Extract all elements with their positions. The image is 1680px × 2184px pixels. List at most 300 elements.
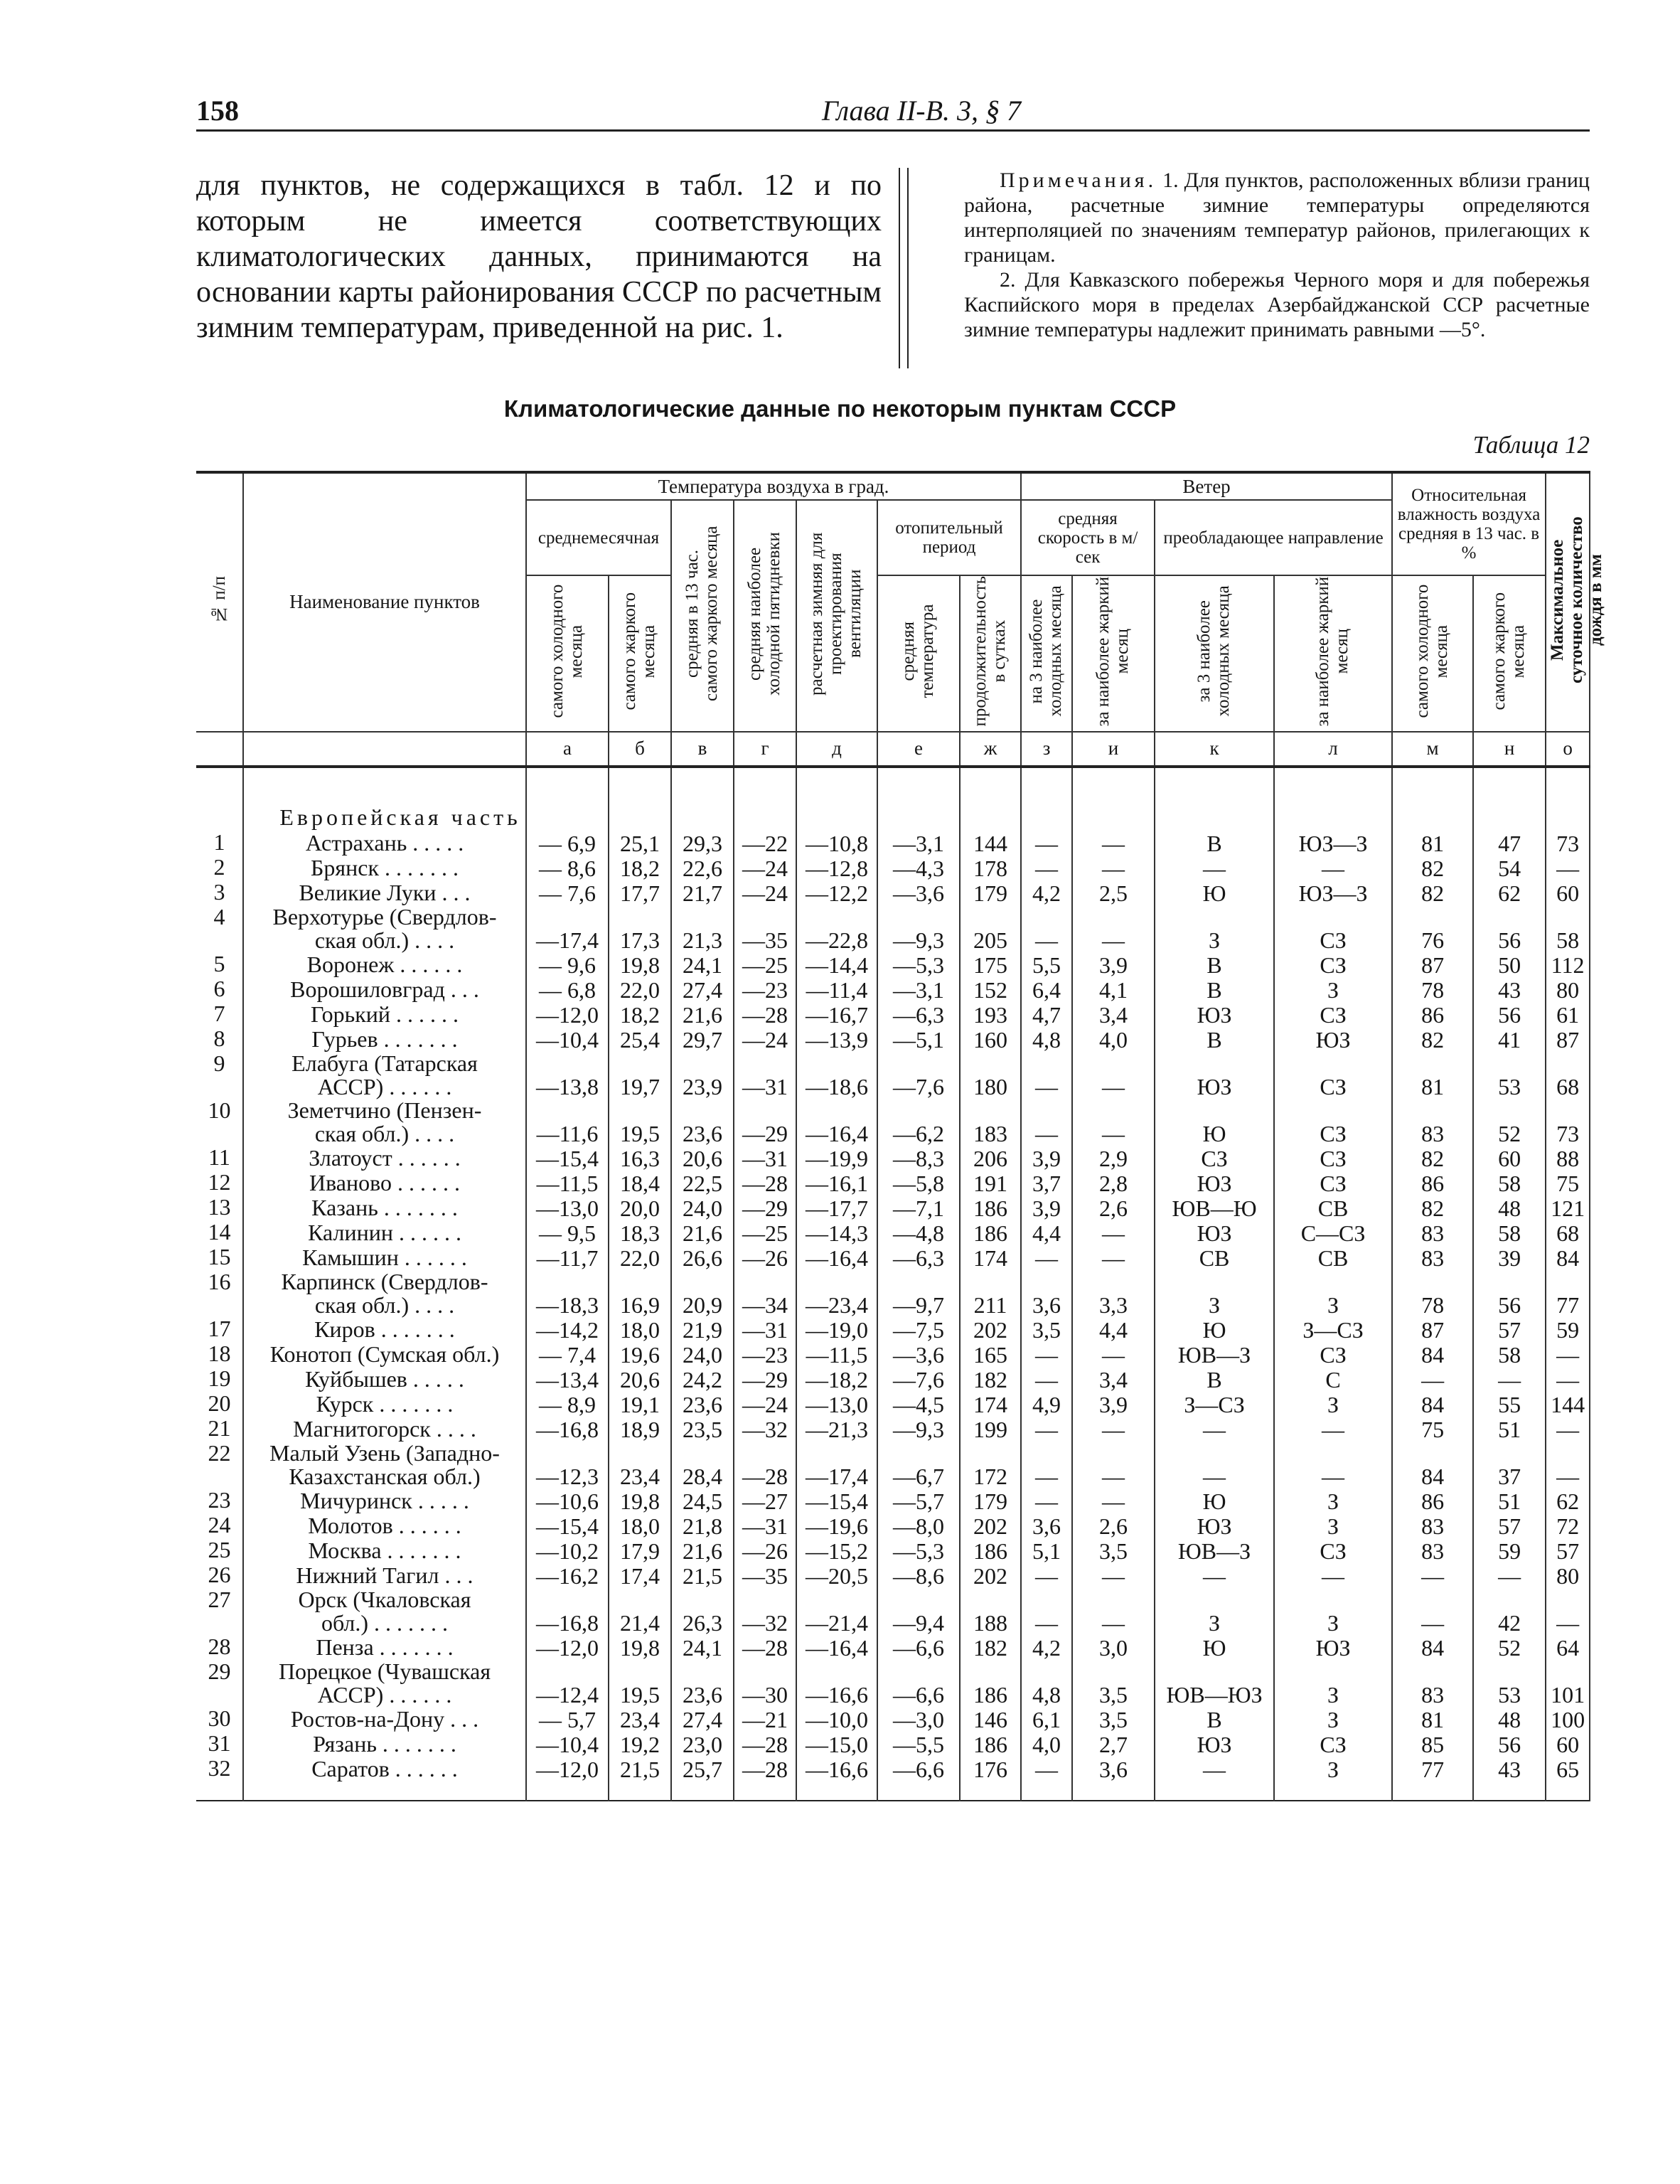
cell-е: —9,4 [877, 1588, 960, 1635]
cell-д: —14,3 [796, 1220, 877, 1245]
cell-д: —16,4 [796, 1635, 877, 1660]
cell-к: З—СЗ [1155, 1392, 1274, 1417]
table-row [196, 1417, 1590, 1442]
cell-б: 25,1 [609, 831, 671, 856]
cell-з: — [1021, 1442, 1072, 1488]
cell-а: —15,4 [526, 1513, 609, 1538]
cell-б: 21,5 [609, 1757, 671, 1781]
row-number: 3 [196, 880, 243, 905]
cell-д: —13,9 [796, 1027, 877, 1052]
cell-и: 2,5 [1072, 880, 1155, 905]
cell-и: 4,4 [1072, 1317, 1155, 1342]
cell-н: 50 [1473, 952, 1546, 977]
cell-в: 23,6 [671, 1099, 734, 1146]
cell-к: З [1155, 905, 1274, 952]
table-row [196, 1270, 1590, 1317]
row-name [243, 1392, 526, 1417]
row-name [243, 1538, 526, 1563]
cell-е: —7,1 [877, 1195, 960, 1220]
cell-м: 77 [1392, 1757, 1473, 1781]
row-name [243, 1563, 526, 1588]
cell-г: —23 [734, 977, 796, 1002]
row-name [243, 1707, 526, 1732]
row-number: 27 [196, 1588, 243, 1635]
cell-з: 3,7 [1021, 1171, 1072, 1195]
cell-з: 3,9 [1021, 1195, 1072, 1220]
cell-л: СВ [1274, 1245, 1392, 1270]
cell-е: —4,5 [877, 1392, 960, 1417]
cell-е: —5,5 [877, 1732, 960, 1757]
cell-и: — [1072, 905, 1155, 952]
cell-д: —18,2 [796, 1367, 877, 1392]
cell-ж: 180 [960, 1052, 1021, 1099]
cell-м: — [1392, 1563, 1473, 1588]
cell-и: 3,5 [1072, 1660, 1155, 1707]
col-n-header: самого жаркого месяца [1473, 575, 1546, 732]
cell-ж: 182 [960, 1367, 1021, 1392]
cell-д: —17,7 [796, 1195, 877, 1220]
cell-и: 3,4 [1072, 1002, 1155, 1027]
cell-в: 20,9 [671, 1270, 734, 1317]
cell-б: 20,0 [609, 1195, 671, 1220]
cell-о: 68 [1546, 1220, 1590, 1245]
row-name [243, 952, 526, 977]
cell-м: 86 [1392, 1171, 1473, 1195]
cell-г: —24 [734, 880, 796, 905]
cell-г: —29 [734, 1099, 796, 1146]
table-body [196, 767, 1590, 1801]
table-row [196, 880, 1590, 905]
cell-з: 4,2 [1021, 880, 1072, 905]
cell-е: —4,3 [877, 856, 960, 880]
cell-о: 112 [1546, 952, 1590, 977]
cell-з: 4,7 [1021, 1002, 1072, 1027]
cell-о: 62 [1546, 1488, 1590, 1513]
cell-л: З [1274, 1392, 1392, 1417]
cell-а: —12,3 [526, 1442, 609, 1488]
cell-д: —11,5 [796, 1342, 877, 1367]
cell-б: 19,1 [609, 1392, 671, 1417]
cell-о: 73 [1546, 1099, 1590, 1146]
table-row [196, 1392, 1590, 1417]
row-number: 19 [196, 1367, 243, 1392]
column-divider [899, 168, 909, 368]
cell-г: —32 [734, 1417, 796, 1442]
cell-а: — 8,9 [526, 1392, 609, 1417]
cell-и: — [1072, 1245, 1155, 1270]
cell-к: ЮЗ [1155, 1732, 1274, 1757]
row-name-line: Конотоп (Сумская обл.) [269, 1341, 500, 1367]
cell-а: —12,0 [526, 1757, 609, 1781]
cell-д: —12,2 [796, 880, 877, 905]
cell-н: — [1473, 1563, 1546, 1588]
cell-в: 25,7 [671, 1757, 734, 1781]
cell-л: СЗ [1274, 1146, 1392, 1171]
row-number: 32 [196, 1757, 243, 1781]
row-name [243, 1439, 526, 1489]
cell-з: — [1021, 856, 1072, 880]
table-row [196, 1027, 1590, 1052]
cell-о: 121 [1546, 1195, 1590, 1220]
cell-д: —19,0 [796, 1317, 877, 1342]
cell-ж: 165 [960, 1342, 1021, 1367]
cell-к: — [1155, 856, 1274, 880]
row-name [243, 1171, 526, 1195]
cell-н: 48 [1473, 1707, 1546, 1732]
cell-о: 60 [1546, 880, 1590, 905]
cell-о: 84 [1546, 1245, 1590, 1270]
cell-о: — [1546, 1367, 1590, 1392]
cell-ж: 174 [960, 1245, 1021, 1270]
cell-в: 20,6 [671, 1146, 734, 1171]
row-name [243, 977, 526, 1002]
cell-з: 5,1 [1021, 1538, 1072, 1563]
cell-д: —15,2 [796, 1538, 877, 1563]
cell-и: — [1072, 1342, 1155, 1367]
notes-lead: Примечания. [1000, 169, 1157, 192]
cell-и: — [1072, 1442, 1155, 1488]
cell-м: 78 [1392, 977, 1473, 1002]
avg-speed-header: средняя скорость в м/сек [1021, 500, 1155, 575]
cell-б: 17,3 [609, 905, 671, 952]
cell-а: —11,7 [526, 1245, 609, 1270]
cell-д: —19,9 [796, 1146, 877, 1171]
row-name [243, 1757, 526, 1781]
column-letters-row [196, 732, 1590, 767]
cell-г: —27 [734, 1488, 796, 1513]
table-row [196, 1563, 1590, 1588]
cell-г: —35 [734, 905, 796, 952]
cell-л: СЗ [1274, 1171, 1392, 1195]
cell-б: 19,2 [609, 1732, 671, 1757]
row-name [243, 1417, 526, 1442]
row-name-line: Рязань . . . . . . . [313, 1730, 456, 1757]
row-name-line: Куйбышев . . . . . [305, 1365, 464, 1392]
row-number: 18 [196, 1342, 243, 1367]
cell-ж: 146 [960, 1707, 1021, 1732]
cell-ж: 186 [960, 1732, 1021, 1757]
cell-и: — [1072, 1417, 1155, 1442]
section-title: Европейская часть [243, 778, 526, 831]
cell-н: 41 [1473, 1027, 1546, 1052]
cell-г: —30 [734, 1660, 796, 1707]
cell-е: —9,3 [877, 905, 960, 952]
cell-а: — 5,7 [526, 1707, 609, 1732]
cell-г: —31 [734, 1052, 796, 1099]
cell-н: 53 [1473, 1052, 1546, 1099]
cell-а: —10,4 [526, 1027, 609, 1052]
row-name [243, 856, 526, 880]
cell-в: 27,4 [671, 1707, 734, 1732]
cell-ж: 211 [960, 1270, 1021, 1317]
row-number: 2 [196, 856, 243, 880]
cell-о: 59 [1546, 1317, 1590, 1342]
cell-д: —20,5 [796, 1563, 877, 1588]
cell-и: 3,9 [1072, 952, 1155, 977]
cell-н: 39 [1473, 1245, 1546, 1270]
cell-л: ЮЗ [1274, 1027, 1392, 1052]
cell-з: — [1021, 1342, 1072, 1367]
cell-д: —16,1 [796, 1171, 877, 1195]
cell-к: В [1155, 977, 1274, 1002]
cell-е: —3,6 [877, 1342, 960, 1367]
section-row [196, 778, 1590, 831]
cell-ж: 202 [960, 1563, 1021, 1588]
row-name-line: Земетчино (Пензен- [287, 1097, 482, 1123]
cell-а: — 6,8 [526, 977, 609, 1002]
cell-е: —6,2 [877, 1099, 960, 1146]
cell-л: З [1274, 1513, 1392, 1538]
cell-б: 21,4 [609, 1588, 671, 1635]
cell-о: 72 [1546, 1513, 1590, 1538]
cell-б: 18,9 [609, 1417, 671, 1442]
cell-в: 21,6 [671, 1538, 734, 1563]
cell-к: В [1155, 831, 1274, 856]
row-name-line: Иваново . . . . . . [309, 1169, 460, 1195]
cell-ж: 179 [960, 880, 1021, 905]
cell-о: — [1546, 1588, 1590, 1635]
row-name-line: Воронеж . . . . . . [306, 951, 463, 977]
cell-в: 28,4 [671, 1442, 734, 1488]
cell-о: 75 [1546, 1171, 1590, 1195]
cell-в: 23,9 [671, 1052, 734, 1099]
row-name-line: ская обл.) . . . . [314, 1120, 455, 1146]
cell-з: — [1021, 1488, 1072, 1513]
cell-з: — [1021, 1417, 1072, 1442]
cell-г: —23 [734, 1342, 796, 1367]
cell-в: 21,9 [671, 1317, 734, 1342]
row-number: 28 [196, 1635, 243, 1660]
wind-header: Ветер [1021, 472, 1392, 500]
cell-в: 21,8 [671, 1513, 734, 1538]
row-name-line: Нижний Тагил . . . [296, 1562, 473, 1588]
cell-в: 24,0 [671, 1195, 734, 1220]
col-g-header: средняя наиболее холодной пятидневки [734, 500, 796, 732]
cell-з: — [1021, 905, 1072, 952]
cell-е: —4,8 [877, 1220, 960, 1245]
cell-м: 84 [1392, 1392, 1473, 1417]
cell-з: 4,0 [1021, 1732, 1072, 1757]
cell-л: ЮЗ—З [1274, 831, 1392, 856]
cell-о: 73 [1546, 831, 1590, 856]
letter-n: н [1473, 732, 1546, 767]
table-row [196, 1052, 1590, 1099]
cell-в: 29,7 [671, 1027, 734, 1052]
cell-б: 19,5 [609, 1660, 671, 1707]
cell-е: —5,1 [877, 1027, 960, 1052]
cell-к: СЗ [1155, 1146, 1274, 1171]
cell-ж: 179 [960, 1488, 1021, 1513]
cell-л: З [1274, 977, 1392, 1002]
header-rule [196, 129, 1590, 132]
cell-и: — [1072, 1588, 1155, 1635]
cell-о: 65 [1546, 1757, 1590, 1781]
cell-м: 81 [1392, 831, 1473, 856]
cell-и: — [1072, 1099, 1155, 1146]
cell-ж: 186 [960, 1660, 1021, 1707]
cell-л: З [1274, 1270, 1392, 1317]
letter-d: д [796, 732, 877, 767]
table-row [196, 1538, 1590, 1563]
cell-и: 3,5 [1072, 1707, 1155, 1732]
letter-a: а [526, 732, 609, 767]
note-1 [964, 168, 1590, 267]
cell-а: — 9,5 [526, 1220, 609, 1245]
cell-н: 51 [1473, 1488, 1546, 1513]
cell-н: 52 [1473, 1099, 1546, 1146]
cell-о: 68 [1546, 1052, 1590, 1099]
cell-м: 84 [1392, 1635, 1473, 1660]
cell-д: —17,4 [796, 1442, 877, 1488]
cell-ж: 175 [960, 952, 1021, 977]
row-number: 15 [196, 1245, 243, 1270]
max-rain-header: Максимальное суточное количество дождя в мм [1546, 472, 1590, 732]
cell-о: 101 [1546, 1660, 1590, 1707]
cell-б: 19,5 [609, 1099, 671, 1146]
cell-б: 17,7 [609, 880, 671, 905]
prevailing-header: преобладающее направление [1155, 500, 1392, 575]
heating-period-header: отопительный период [877, 500, 1021, 575]
row-name-line: Ростов-на-Дону . . . [290, 1705, 479, 1732]
cell-о: — [1546, 1417, 1590, 1442]
col-a-header: самого холодного месяца [526, 575, 609, 732]
cell-д: —18,6 [796, 1052, 877, 1099]
cell-в: 24,1 [671, 952, 734, 977]
table-row [196, 905, 1590, 952]
cell-ж: 183 [960, 1099, 1021, 1146]
cell-е: —5,3 [877, 952, 960, 977]
cell-а: —10,2 [526, 1538, 609, 1563]
cell-л: З [1274, 1757, 1392, 1781]
cell-л: СЗ [1274, 952, 1392, 977]
cell-ж: 205 [960, 905, 1021, 952]
cell-з: — [1021, 1052, 1072, 1099]
table-row [196, 1367, 1590, 1392]
cell-м: 86 [1392, 1002, 1473, 1027]
cell-м: 82 [1392, 1027, 1473, 1052]
cell-ж: 172 [960, 1442, 1021, 1488]
cell-д: —11,4 [796, 977, 877, 1002]
cell-л: З [1274, 1660, 1392, 1707]
row-number: 10 [196, 1099, 243, 1146]
cell-ж: 160 [960, 1027, 1021, 1052]
cell-е: —7,6 [877, 1052, 960, 1099]
table-row [196, 856, 1590, 880]
col-b-header: самого жаркого месяца [609, 575, 671, 732]
row-name-line: Гурьев . . . . . . . [311, 1026, 458, 1052]
cell-д: —16,6 [796, 1757, 877, 1781]
cell-л: СЗ [1274, 1099, 1392, 1146]
cell-к: В [1155, 1367, 1274, 1392]
cell-а: —12,0 [526, 1635, 609, 1660]
table-row [196, 1588, 1590, 1635]
cell-г: —29 [734, 1195, 796, 1220]
cell-к: СВ [1155, 1245, 1274, 1270]
cell-к: Ю [1155, 1099, 1274, 1146]
row-name-line: Казахстанская обл.) [289, 1463, 481, 1489]
cell-г: —24 [734, 856, 796, 880]
row-number: 14 [196, 1220, 243, 1245]
col-i-header: за наиболее жаркий месяц [1072, 575, 1155, 732]
row-number: 17 [196, 1317, 243, 1342]
cell-н: 62 [1473, 880, 1546, 905]
cell-м: 87 [1392, 1317, 1473, 1342]
cell-в: 23,0 [671, 1732, 734, 1757]
cell-а: —11,5 [526, 1171, 609, 1195]
cell-б: 22,0 [609, 1245, 671, 1270]
row-number: 20 [196, 1392, 243, 1417]
table-row [196, 1317, 1590, 1342]
cell-ж: 174 [960, 1392, 1021, 1417]
cell-в: 21,3 [671, 905, 734, 952]
cell-г: —31 [734, 1317, 796, 1342]
cell-и: 3,3 [1072, 1270, 1155, 1317]
row-number: 23 [196, 1488, 243, 1513]
row-name-line: ская обл.) . . . . [314, 927, 455, 953]
cell-в: 22,5 [671, 1171, 734, 1195]
cell-н: 51 [1473, 1417, 1546, 1442]
cell-м: 83 [1392, 1099, 1473, 1146]
cell-м: 87 [1392, 952, 1473, 977]
cell-е: —7,6 [877, 1367, 960, 1392]
cell-ж: 206 [960, 1146, 1021, 1171]
cell-и: 2,6 [1072, 1513, 1155, 1538]
cell-о: 77 [1546, 1270, 1590, 1317]
cell-з: — [1021, 1588, 1072, 1635]
cell-о: 88 [1546, 1146, 1590, 1171]
cell-к: ЮЗ [1155, 1002, 1274, 1027]
cell-л: З [1274, 1488, 1392, 1513]
row-number: 21 [196, 1417, 243, 1442]
cell-з: — [1021, 1245, 1072, 1270]
col-name-header: Наименование пунктов [243, 472, 526, 732]
row-name [243, 1588, 526, 1635]
cell-г: —25 [734, 1220, 796, 1245]
cell-е: —6,3 [877, 1245, 960, 1270]
cell-л: З [1274, 1707, 1392, 1732]
cell-и: — [1072, 831, 1155, 856]
cell-г: —32 [734, 1588, 796, 1635]
cell-м: 86 [1392, 1488, 1473, 1513]
cell-е: —9,7 [877, 1270, 960, 1317]
cell-л: СЗ [1274, 1342, 1392, 1367]
cell-л: СЗ [1274, 1002, 1392, 1027]
row-name [243, 1245, 526, 1270]
cell-м: 75 [1392, 1417, 1473, 1442]
cell-о: 58 [1546, 905, 1590, 952]
cell-и: 3,5 [1072, 1538, 1155, 1563]
cell-з: 3,5 [1021, 1317, 1072, 1342]
row-name [243, 831, 526, 856]
cell-г: —26 [734, 1245, 796, 1270]
row-name [243, 1317, 526, 1342]
cell-м: — [1392, 1367, 1473, 1392]
row-name-line: Камышин . . . . . . [302, 1244, 467, 1270]
cell-л: СЗ [1274, 1052, 1392, 1099]
cell-н: 56 [1473, 1732, 1546, 1757]
col-e-header: средняя температура [877, 575, 960, 732]
climate-table [196, 471, 1606, 1801]
row-name [243, 1002, 526, 1027]
cell-м: 78 [1392, 1270, 1473, 1317]
chapter-title: Глава II-В. 3, § 7 [822, 95, 1022, 127]
cell-а: — 6,9 [526, 831, 609, 856]
cell-н: 56 [1473, 1270, 1546, 1317]
cell-б: 25,4 [609, 1027, 671, 1052]
cell-к: ЮВ—З [1155, 1538, 1274, 1563]
col-m-header: самого холодного месяца [1392, 575, 1473, 732]
row-name [243, 1513, 526, 1538]
